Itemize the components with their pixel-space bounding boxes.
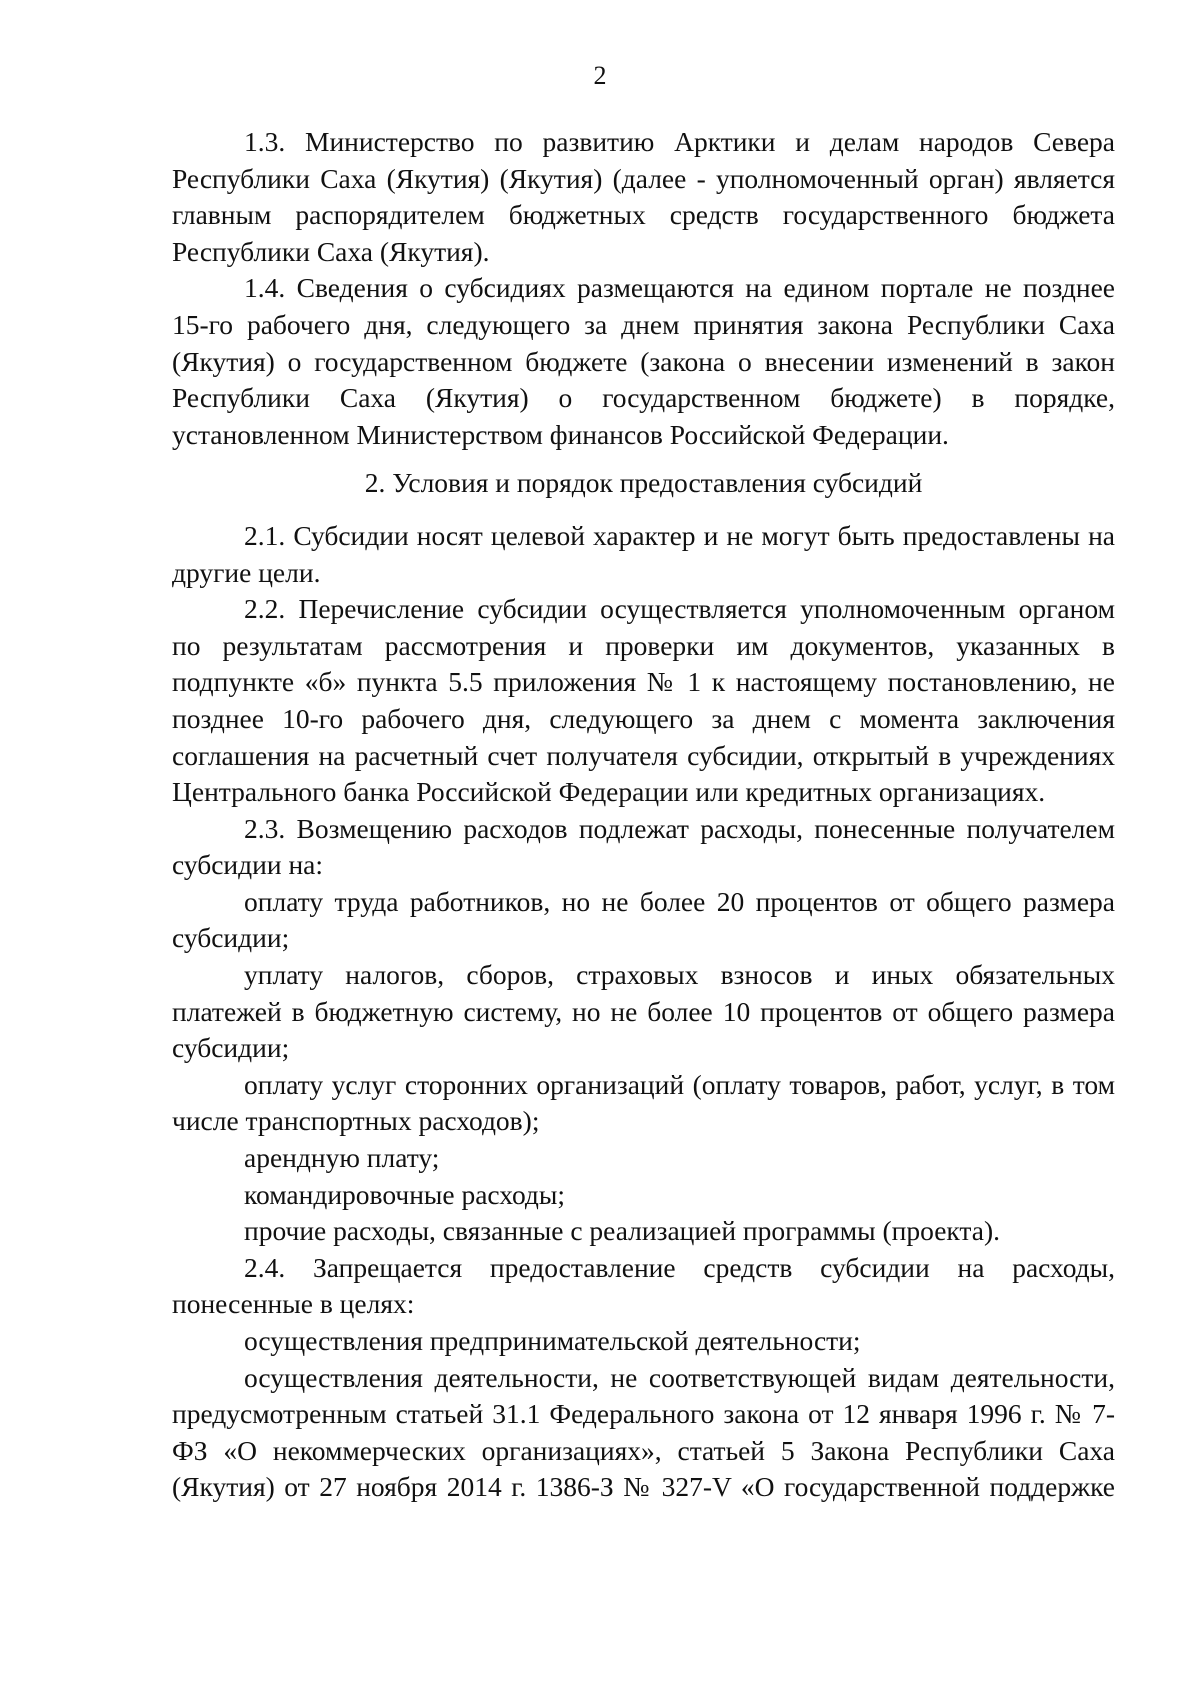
paragraph-2-3-services: оплату услуг сторонних организаций (оплату товаров, работ, услуг, в том числе транспортных расходов); — [172, 1068, 1115, 1137]
paragraph-1-3: 1.3. Министерство по развитию Арктики и делам народов Севера Республики Саха (Якутия) (Якутия) (далее - уполномоченный орган) является главным распорядителем бюджетных средств государственного бюджета Республики Саха (Якутия). — [172, 126, 1115, 267]
paragraph-2-3-rent: арендную плату; — [244, 1142, 440, 1174]
paragraph-2-2: 2.2. Перечисление субсидии осуществляется уполномоченным органом по результатам рассмотрения и проверки им документов, указанных в подпункте «б» пункта 5.5 приложения № 1 к настоящему постановлению, не позднее 10-го рабочего дня, следующего за днем с момента заключения соглашения на расчетный счет получателя субсидии, открытый в учреждениях Центрального банка Российской Федерации или кредитных организациях. — [172, 593, 1115, 808]
paragraph-2-3-labor: оплату труда работников, но не более 20 процентов от общего размера субсидии; — [172, 885, 1115, 954]
paragraph-2-3: 2.3. Возмещению расходов подлежат расходы, понесенные получателем субсидии на: — [172, 812, 1115, 881]
paragraph-2-4-activity: осуществления деятельности, не соответствующей видам деятельности, предусмотренным статьей 31.1 Федерального закона от 12 января 1996 г. № 7-ФЗ «О некоммерческих организациях», статьей 5 Закона Республики Саха (Якутия) от 27 ноября 2014 г. 1386-З № 327-V «О государственной поддержке — [172, 1361, 1115, 1503]
paragraph-1-4: 1.4. Сведения о субсидиях размещаются на едином портале не позднее 15-го рабочего дня, следующего за днем принятия закона Республики Саха (Якутия) о государственном бюджете (закона о внесении изменений в закон Республики Саха (Якутия) о государственном бюджете) в порядке, установленном Министерством финансов Российской Федерации. — [172, 272, 1115, 450]
paragraph-2-4-business: осуществления предпринимательской деятельности; — [244, 1325, 861, 1356]
paragraph-2-4: 2.4. Запрещается предоставление средств субсидии на расходы, понесенные в целях: — [172, 1251, 1115, 1320]
paragraph-2-3-taxes: уплату налогов, сборов, страховых взносов и иных обязательных платежей в бюджетную систему, но не более 10 процентов от общего размера субсидии; — [172, 959, 1115, 1064]
paragraph-2-1: 2.1. Субсидии носят целевой характер и не могут быть предоставлены на другие цели. — [172, 519, 1115, 588]
paragraph-2-3-travel: командировочные расходы; — [244, 1178, 566, 1210]
paragraph-2-3-other: прочие расходы, связанные с реализацией программы (проекта). — [244, 1215, 1001, 1247]
page-number: 2 — [593, 61, 607, 90]
document-body — [172, 124, 1115, 1506]
section-2-heading: 2. Условия и порядок предоставления субсидий — [364, 467, 923, 499]
